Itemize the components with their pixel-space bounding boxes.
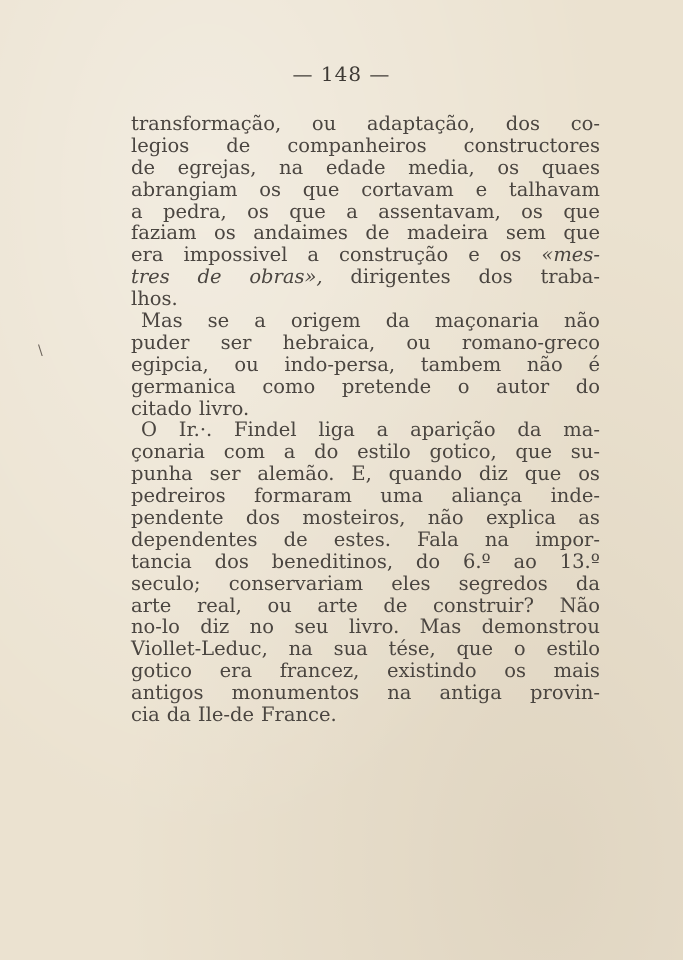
word: explica (485, 506, 557, 530)
word: faziam (131, 221, 197, 245)
word: maçonaria (434, 309, 539, 333)
word: ou (406, 330, 431, 354)
word: tancia (131, 549, 192, 573)
text-line (131, 441, 600, 463)
text-line (131, 704, 600, 726)
word: estilo (357, 440, 411, 464)
word: na (387, 681, 412, 705)
word: os (214, 221, 236, 245)
word: andaimes (253, 221, 348, 245)
word: de (383, 593, 408, 617)
text-line (131, 682, 600, 704)
word: E, (351, 462, 372, 486)
word: beneditinos, (271, 549, 394, 573)
word: egrejas, (177, 155, 257, 179)
word: estilo (546, 637, 600, 661)
word: co- (570, 112, 600, 135)
word: livro. (198, 396, 250, 420)
word: Ile-de (197, 703, 254, 727)
word: os (578, 462, 600, 486)
word: mosteiros, (302, 506, 406, 530)
word: companheiros (287, 133, 427, 157)
word: tres (131, 265, 170, 289)
word: uma (380, 484, 423, 508)
word: quaes (541, 155, 600, 179)
word: da (575, 571, 600, 595)
word: Viollet-Leduc, (131, 637, 268, 661)
word: ser (209, 462, 241, 486)
text-line (131, 310, 600, 332)
word: no (249, 615, 274, 639)
text-line (131, 398, 600, 420)
word: liga (318, 418, 355, 442)
text-line (131, 638, 600, 660)
word: Fala (417, 527, 459, 551)
text-line (131, 463, 600, 485)
word: de (283, 527, 308, 551)
text-line (131, 595, 600, 617)
body-text (131, 113, 600, 726)
word: dos (505, 112, 541, 135)
word: egipcia, (131, 352, 209, 376)
word: indo-persa, (284, 352, 396, 376)
word: era (219, 659, 253, 683)
word: citado (131, 396, 192, 420)
text-line (131, 485, 600, 507)
word: inde- (550, 484, 600, 508)
text-line (131, 616, 600, 638)
word: ou (267, 593, 292, 617)
word: as (578, 506, 600, 530)
word: formaram (254, 484, 352, 508)
word: estes. (333, 527, 391, 551)
text-line (131, 288, 600, 310)
word: dos (478, 265, 513, 289)
text-line (131, 222, 600, 244)
word: os (259, 177, 281, 201)
word: não (563, 309, 600, 333)
word: não (427, 506, 464, 530)
word: que (563, 221, 600, 245)
word: francez, (279, 659, 360, 683)
word: a (346, 199, 358, 223)
word: e (468, 243, 480, 267)
word: pedreiros (131, 484, 226, 508)
word: se (207, 309, 230, 333)
word: obras», (249, 265, 323, 289)
word: abrangiam (131, 177, 238, 201)
word: com (223, 440, 265, 464)
word: o (513, 637, 526, 661)
word: na (279, 155, 304, 179)
word: gotico, (429, 440, 497, 464)
word: ao (513, 549, 537, 573)
word: o (457, 374, 470, 398)
word: dos (245, 506, 281, 530)
word: da (166, 703, 191, 727)
word: gotico (131, 659, 192, 683)
word: sua (333, 637, 368, 661)
text-line (131, 573, 600, 595)
word: é (588, 352, 600, 376)
text-line (131, 244, 600, 266)
text-line (131, 551, 600, 573)
word: do (415, 549, 441, 573)
word: ma- (563, 418, 600, 442)
word: dirigentes (350, 265, 451, 289)
word: 13.º (559, 549, 600, 573)
word: impor- (535, 527, 600, 551)
word: livro. (348, 615, 400, 639)
word: Mas (141, 309, 183, 333)
text-line (131, 529, 600, 551)
word: no-lo (131, 615, 180, 639)
text-line (131, 354, 600, 376)
word: conservariam (228, 571, 364, 595)
word: seculo; (131, 571, 201, 595)
word: a (376, 418, 389, 442)
word: Findel (233, 418, 297, 442)
word: transformação, (131, 112, 282, 135)
word: segredos (458, 571, 548, 595)
text-line (131, 507, 600, 529)
word: de (131, 155, 156, 179)
word: provin- (530, 681, 600, 705)
word: assentavam, (378, 199, 501, 223)
word: diz (478, 462, 508, 486)
word: da (517, 418, 542, 442)
word: pendente (131, 506, 224, 530)
word: pretende (341, 374, 432, 398)
word: na (288, 637, 313, 661)
word: France. (261, 703, 337, 727)
word: aparição (410, 418, 496, 442)
word: pedra, (163, 199, 227, 223)
word: não (526, 352, 563, 376)
word: Mas (419, 615, 462, 639)
text-line (131, 113, 600, 135)
word: lhos. (131, 287, 178, 311)
word: existindo (386, 659, 477, 683)
word: era (131, 243, 164, 267)
word: quando (388, 462, 463, 486)
word: que (524, 462, 562, 486)
word: diz (200, 615, 230, 639)
word: e (475, 177, 488, 201)
word: construção (339, 243, 449, 267)
word: demonstrou (481, 615, 600, 639)
word: antigos (131, 681, 204, 705)
text-line (131, 376, 600, 398)
word: antiga (439, 681, 502, 705)
word: legios (131, 133, 190, 157)
word: de (197, 265, 222, 289)
word: os (497, 155, 520, 179)
word: que (515, 440, 553, 464)
word: monumentos (231, 681, 360, 705)
word: media, (408, 155, 475, 179)
word: que (563, 199, 600, 223)
word: çonaria (131, 440, 206, 464)
word: ou (311, 112, 337, 135)
page-number: — 148 — (292, 62, 391, 86)
word: dependentes (131, 527, 258, 551)
word: constructores (463, 133, 600, 157)
word: a (254, 309, 266, 333)
word: que (289, 199, 326, 223)
word: 6.º (462, 549, 491, 573)
word: os (521, 199, 543, 223)
word: O (141, 418, 157, 442)
word: romano-greco (461, 330, 600, 354)
word: a (283, 440, 296, 464)
word: aliança (451, 484, 523, 508)
text-line (131, 419, 600, 441)
word: origem (290, 309, 361, 333)
word: Ir.·. (178, 418, 213, 442)
word: que (302, 177, 340, 201)
word: impossivel (183, 243, 288, 267)
word: real, (196, 593, 242, 617)
word: sem (505, 221, 546, 245)
word: tambem (420, 352, 502, 376)
word: eles (391, 571, 431, 595)
text-line (131, 157, 600, 179)
word: punha (131, 462, 193, 486)
word: os (247, 199, 269, 223)
word: talhavam (508, 177, 600, 201)
word: arte (131, 593, 172, 617)
text-line (131, 332, 600, 354)
word: a (131, 199, 143, 223)
text-line (131, 266, 600, 288)
word: traba- (540, 265, 600, 289)
text-line (131, 179, 600, 201)
word: puder (131, 330, 190, 354)
word: su- (570, 440, 600, 464)
word: do (314, 440, 339, 464)
word: madeira (406, 221, 489, 245)
word: germanica (131, 374, 236, 398)
word: hebraica, (282, 330, 376, 354)
word: a (307, 243, 320, 267)
word: cia (131, 703, 160, 727)
word: ou (234, 352, 259, 376)
word: Não (559, 593, 600, 617)
word: adaptação, (366, 112, 476, 135)
word: mais (553, 659, 600, 683)
word: os (499, 243, 522, 267)
word: edade (325, 155, 386, 179)
word: arte (317, 593, 358, 617)
word: alemão. (257, 462, 335, 486)
word: da (385, 309, 410, 333)
word: do (575, 374, 600, 398)
word: cortavam (361, 177, 454, 201)
word: como (262, 374, 316, 398)
text-line (131, 660, 600, 682)
word: tése, (388, 637, 436, 661)
word: dos (214, 549, 249, 573)
word: seu (294, 615, 329, 639)
word: «mes- (541, 243, 600, 267)
margin-mark: \ (38, 343, 43, 359)
word: de (226, 133, 251, 157)
word: na (484, 527, 510, 551)
word: os (504, 659, 526, 683)
word: construir? (432, 593, 534, 617)
text-line (131, 201, 600, 223)
text-line (131, 135, 600, 157)
word: autor (496, 374, 550, 398)
word: de (365, 221, 390, 245)
word: que (456, 637, 494, 661)
word: ser (220, 330, 252, 354)
